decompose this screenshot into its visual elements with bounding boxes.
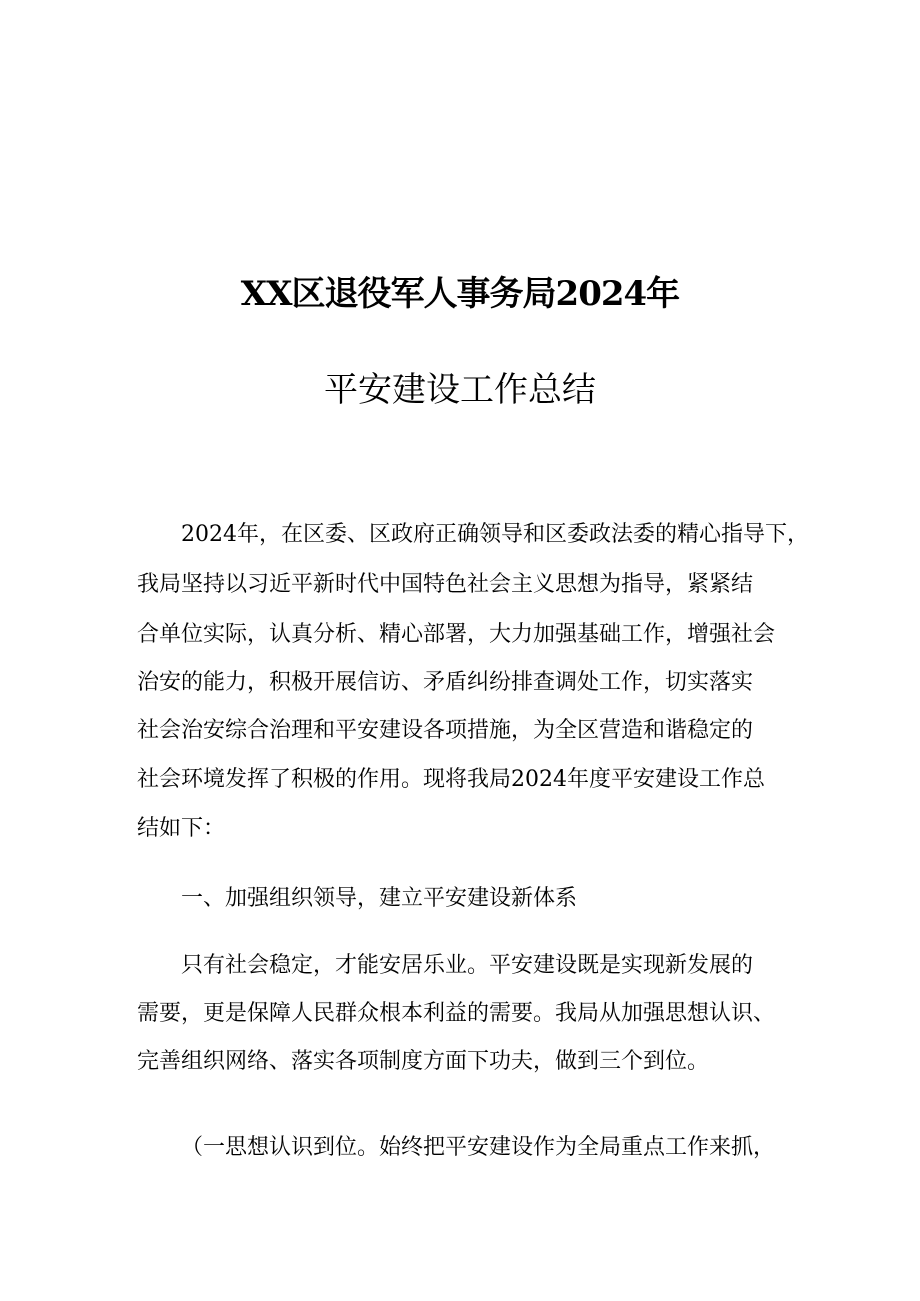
subsection-line: （一思想认识到位。始终把平安建设作为全局重点工作来抓，	[181, 1135, 776, 1160]
section-paragraph-line: 需要，更是保障人民群众根本利益的需要。我局从加强思想认识、	[137, 1001, 776, 1026]
intro-line: 我局坚持以习近平新时代中国特色社会主义思想为指导，紧紧结	[137, 572, 754, 597]
intro-line: 社会治安综合治理和平安建设各项措施，为全区营造和谐稳定的	[137, 718, 754, 743]
intro-line: 结如下：	[137, 816, 226, 841]
intro-line: 治安的能力，积极开展信访、矛盾纠纷排查调处工作，切实落实	[137, 670, 754, 695]
section-paragraph-line: 完善组织网络、落实各项制度方面下功夫，做到三个到位。	[137, 1049, 710, 1074]
document-title-line1: XX区退役军人事务局2024年	[240, 274, 680, 314]
intro-line: 2024年，在区委、区政府正确领导和区委政法委的精心指导下，	[181, 522, 809, 547]
document-title-line2: 平安建设工作总结	[324, 370, 596, 410]
section-paragraph-line: 只有社会稳定，才能安居乐业。平安建设既是实现新发展的	[181, 953, 754, 978]
intro-line: 社会环境发挥了积极的作用。现将我局2024年度平安建设工作总	[137, 767, 765, 792]
section-heading: 一、加强组织领导，建立平安建设新体系	[181, 886, 578, 911]
intro-line: 合单位实际，认真分析、精心部署，大力加强基础工作，增强社会	[137, 622, 776, 647]
